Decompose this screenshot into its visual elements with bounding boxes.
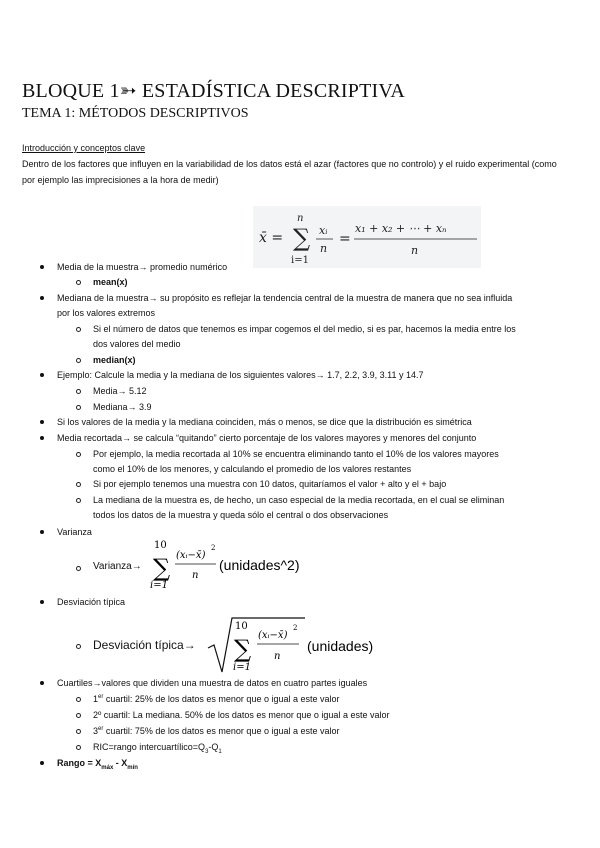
item-mediana-sub-line2: dos valores del medio (93, 339, 181, 349)
sub-bullet (76, 452, 81, 457)
ric-minus: -Q (208, 742, 219, 752)
bullet (40, 265, 44, 269)
mean-rhs-den: n (411, 244, 419, 257)
rango-label: Rango = X (57, 758, 102, 768)
rango-mid: - X (113, 758, 128, 768)
mean-formula-lhs: x̄ = (259, 230, 284, 246)
q1-text: cuartil: 25% de los datos es menor que o igual a este valor (103, 694, 340, 704)
bullet (40, 681, 44, 685)
bullet (40, 296, 44, 300)
mean-formula (253, 206, 481, 268)
variance-units: (unidades^2) (219, 557, 300, 573)
item-mean-fn: mean(x) (93, 277, 128, 287)
std-dev-sum-bottom: i=1 (233, 662, 251, 673)
mean-sum-bottom: i=1 (291, 255, 309, 266)
item-q1 (93, 691, 340, 707)
mean-frac-num: xᵢ (319, 224, 328, 237)
sub-bullet (76, 280, 81, 285)
mean-formula-eq: = (339, 231, 351, 247)
bullet (40, 373, 44, 377)
item-rango (57, 755, 138, 771)
variance-denominator: n (192, 570, 199, 581)
sub-bullet (76, 713, 81, 718)
item-recortada-sub1-line2: como el 10% de los menores, y calculando el promedio de los valores restantes (93, 464, 412, 474)
sub-bullet (76, 566, 81, 571)
variance-sum-top: 10 (154, 540, 167, 551)
variance-formula-svg (93, 538, 323, 592)
sum-sign-icon: ∑ (234, 635, 252, 663)
variance-exponent: 2 (211, 544, 216, 552)
sub-bullet (76, 482, 81, 487)
sub-bullet (76, 389, 81, 394)
item-recortada-sub3-line2: todos los datos de la muestra y queda sólo el central o dos observaciones (93, 510, 389, 520)
std-dev-formula (93, 614, 393, 676)
std-dev-formula-svg (93, 614, 393, 676)
variance-numerator: (xᵢ−x̄) (176, 550, 206, 561)
item-q3 (93, 723, 340, 739)
sub-bullet (76, 405, 81, 410)
item-media: Media de la muestra→ promedio numérico (57, 262, 228, 272)
variance-label: Varianza→ (93, 561, 142, 572)
item-ejemplo-mediana: Mediana→ 3.9 (93, 402, 152, 412)
item-recortada-sub1-line1: Por ejemplo, la media recortada al 10% se encuentra eliminando tanto el 10% de los valores mayores (93, 449, 499, 459)
bullet (40, 600, 44, 604)
ric-q3-sub: 3 (205, 748, 209, 755)
mean-rhs-num: x₁ + x₂ + ⋯ + xₙ (355, 222, 447, 235)
bullet (40, 436, 44, 440)
item-mediana-line1: Mediana de la muestra→ su propósito es reflejar la tendencia central de la muestra de manera que no sea influida (57, 293, 513, 303)
item-varianza: Varianza (57, 527, 92, 537)
intro-paragraph: Dentro de los factores que influyen en la variabilidad de los datos está el azar (factores que no controlo) y el ruido experimental (como por ejemplo las imprecisiones a la hora de medir) (22, 159, 557, 185)
std-dev-exponent: 2 (293, 624, 298, 632)
q3-text: cuartil: 75% de los datos es menor que o igual a este valor (103, 726, 340, 736)
q1-superscript: er (98, 694, 104, 700)
sub-bullet (76, 697, 81, 702)
bullet (40, 530, 44, 534)
variance-sum-bottom: i=1 (150, 580, 168, 591)
item-median-fn: median(x) (93, 355, 136, 365)
sub-bullet (76, 644, 81, 649)
std-dev-sum-top: 10 (235, 621, 248, 632)
item-mediana-sub-line1: Si el número de datos que tenemos es impar cogemos el del medio, si es par, hacemos la media entre los (93, 324, 516, 334)
sum-sign-icon: ∑ (293, 224, 311, 252)
q1-number: 1 (93, 694, 99, 704)
sub-bullet (76, 729, 81, 734)
item-mediana-line2: por los valores extremos (57, 308, 156, 318)
item-simetrica: Si los valores de la media y la mediana coinciden, más o menos, se dice que la distribución es simétrica (57, 417, 472, 427)
mean-frac-den: n (320, 242, 328, 255)
std-dev-denominator: n (274, 651, 281, 662)
document-subtitle: TEMA 1: MÉTODOS DESCRIPTIVOS (22, 106, 249, 121)
bullet (40, 420, 44, 424)
item-q2: 2º cuartil: La mediana. 50% de los datos es menor que o igual a este valor (93, 710, 390, 720)
intro-heading: Introducción y conceptos clave (22, 143, 146, 153)
std-dev-units: (unidades) (307, 638, 374, 654)
std-dev-label: Desviación típica→ (93, 638, 196, 652)
rango-sub-max: máx (101, 764, 114, 771)
item-recortada-sub3-line1: La mediana de la muestra es, de hecho, un caso especial de la media recortada, en el cual se eliminan (93, 495, 505, 505)
sub-bullet (76, 498, 81, 503)
variance-formula (93, 538, 323, 592)
item-ejemplo-media: Media→ 5.12 (93, 386, 147, 396)
ric-text: RIC=rango intercuartílico=Q (93, 742, 206, 752)
document-title: BLOQUE 1➳ ESTADÍSTICA DESCRIPTIVA (22, 80, 406, 102)
sub-bullet (76, 358, 81, 363)
std-dev-numerator: (xᵢ−x̄) (258, 630, 288, 641)
item-ric (93, 739, 222, 755)
mean-sum-top: n (297, 213, 304, 224)
item-media-recortada: Media recortada→ se calcula “quitando” cierto porcentaje de los valores mayores y menores del conjunto (57, 433, 477, 443)
mean-formula-svg (253, 206, 481, 268)
rango-sub-min: mín (127, 764, 138, 771)
ric-q1-sub: 1 (218, 748, 222, 755)
item-ejemplo: Ejemplo: Calcule la media y la mediana de los siguientes valores→ 1.7, 2.2, 3.9, 3.11 y 14.7 (57, 370, 424, 380)
sub-bullet (76, 745, 81, 750)
item-desviacion: Desviación típica (57, 597, 126, 607)
sum-sign-icon: ∑ (153, 554, 171, 582)
sub-bullet (76, 327, 81, 332)
item-recortada-sub2: Si por ejemplo tenemos una muestra con 10 datos, quitaríamos el valor + alto y el + bajo (93, 479, 447, 489)
bullet (40, 761, 44, 765)
q3-superscript: er (98, 726, 104, 732)
q3-number: 3 (93, 726, 99, 736)
item-cuartiles: Cuartiles→valores que dividen una muestra de datos en cuatro partes iguales (57, 678, 368, 688)
